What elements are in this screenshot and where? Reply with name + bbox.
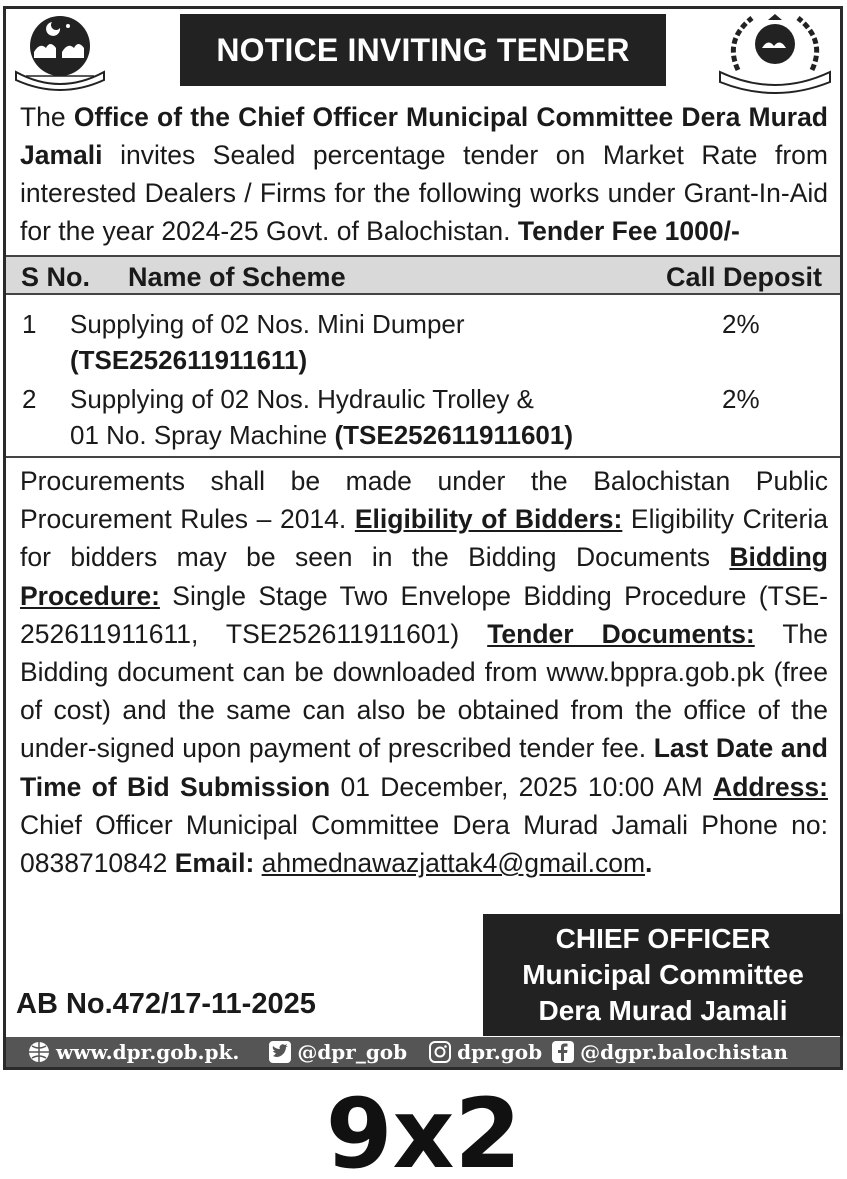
- tender-body-paragraph: Procurements shall be made under the Balochistan Public Procurement Rules – 2014. Eligibility of Bidders: Eligibility Criteria for bidders may be seen in the Bidding Documents Bidding Procedure: Single Stage Two Envelope Bidding Procedure (TSE-252611911611, TSE252611911601) Tender Documents: The Bidding document can be downloaded from www.bppra.gob.pk (free of cost) and the same can also be obtained from the office of the under-signed upon payment of prescribed tender fee. Last Date and Time of Bid Submission 01 December, 2025 10:00 AM Address: Chief Officer Municipal Committee Dera Murad Jamali Phone no: 0838710842 Email: ahmednawazjattak4@gmail.com.: [20, 466, 828, 879]
- notice-title: NOTICE INVITING TENDER: [180, 14, 666, 86]
- tender-fee: Tender Fee 1000/-: [517, 216, 740, 246]
- eligibility-label: Eligibility of Bidders:: [354, 504, 623, 535]
- footer-instagram[interactable]: dpr.gob: [457, 1040, 543, 1064]
- instagram-icon: [429, 1041, 451, 1063]
- call-deposit-value: 2%: [722, 309, 760, 339]
- procedure-label: Bidding Procedure:: [20, 542, 828, 611]
- call-deposit-value: 2%: [722, 384, 760, 414]
- table-bottom-rule: [6, 456, 840, 458]
- footer-website[interactable]: www.dpr.gob.pk.: [56, 1040, 240, 1064]
- facebook-icon: [552, 1041, 574, 1063]
- twitter-icon: [269, 1041, 291, 1063]
- documents-label: Tender Documents:: [487, 618, 755, 649]
- address-label: Address:: [713, 771, 828, 802]
- scheme-table-header: [6, 255, 840, 295]
- header-scheme-name: Name of Scheme: [128, 262, 346, 292]
- signatory-box: [483, 914, 843, 1036]
- signatory-location: Dera Murad Jamali: [538, 995, 788, 1026]
- table-row: 2 Supplying of 02 Nos. Hydraulic Trolley & 01 No. Spray Machine (TSE252611911601) 2%: [22, 381, 822, 453]
- municipal-committee-logo: [716, 10, 834, 94]
- footer-twitter[interactable]: @dpr_gob: [297, 1040, 408, 1064]
- email-label: Email:: [174, 848, 255, 879]
- social-footer-bar: [6, 1037, 840, 1067]
- intro-paragraph: The Office of the Chief Officer Municipal Committee Dera Murad Jamali invites Sealed percentage tender on Market Rate from interested Dealers / Firms for the following works under Grant-In-Aid for the year 2024-25 Govt. of Balochistan. Tender Fee 1000/-: [20, 102, 828, 246]
- ad-size-tag: 9x2: [325, 1078, 522, 1179]
- signatory-committee: Municipal Committee: [522, 959, 804, 990]
- header-sno: S No.: [21, 262, 91, 292]
- globe-icon: [28, 1041, 50, 1063]
- ab-number: AB No.472/17-11-2025: [16, 988, 316, 1020]
- header-call-deposit: Call Deposit: [665, 262, 822, 292]
- table-row: 1 Supplying of 02 Nos. Mini Dumper (TSE252611911611) 2%: [22, 306, 822, 378]
- signatory-title: CHIEF OFFICER: [555, 923, 771, 954]
- last-date-label: Last Date and Time of Bid Submission: [20, 733, 828, 802]
- email-link[interactable]: ahmednawazjattak4@gmail.com: [261, 848, 646, 879]
- balochistan-emblem-logo: [12, 10, 108, 94]
- office-name: Office of the Chief Officer Municipal Committee Dera Murad Jamali: [20, 102, 828, 170]
- footer-facebook[interactable]: @dgpr.balochistan: [580, 1040, 788, 1064]
